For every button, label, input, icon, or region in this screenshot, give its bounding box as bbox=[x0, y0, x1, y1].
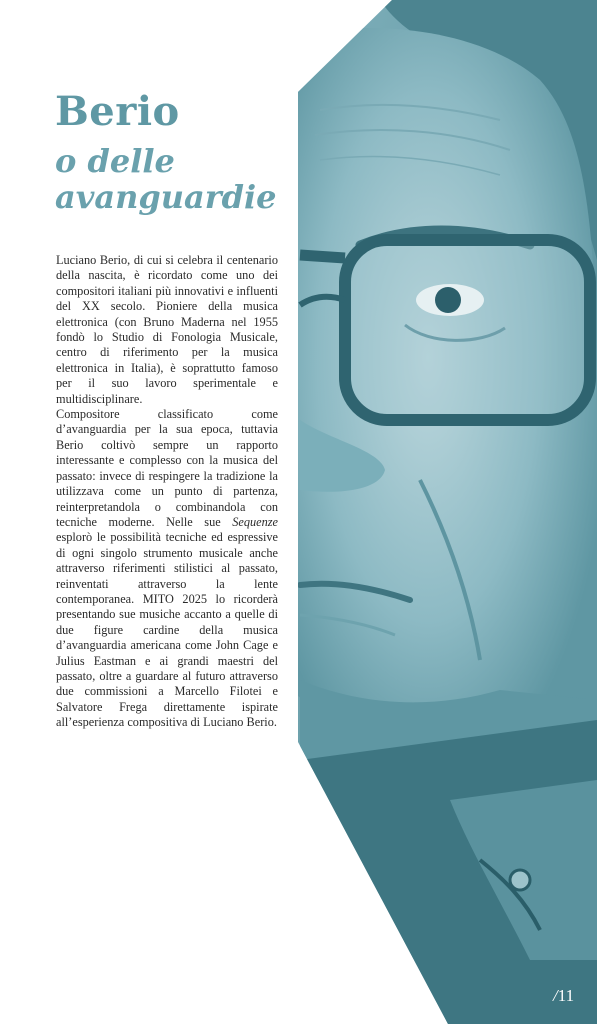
page-title: Berio bbox=[55, 88, 180, 135]
paragraph-2-end: esplorò le possibilità tecniche ed espressive di ogni singolo strumento musicale anche attraverso riferimenti stilistici al passato, reinventati attraverso la lente contemporanea. MITO 2025 lo ricorderà presentando sue musiche accanto a quelle di due figure cardine della musica d’avanguardia americana come John Cage e Julius Eastman e ai grandi maestri del passato, oltre a guardare al futuro attraverso due commissioni a Marcello Filotei e Salvatore Frega direttamente ispirate all’esperienza compositiva di Luciano Berio. bbox=[56, 530, 278, 730]
work-title-sequenze: Sequenze bbox=[232, 514, 278, 529]
page-number-value: 11 bbox=[557, 986, 575, 1005]
page-number-slash: / bbox=[553, 986, 558, 1005]
paragraph-2 bbox=[56, 407, 278, 731]
paragraph-1: Luciano Berio, di cui si celebra il centenario della nascita, è ricordato come uno dei compositori italiani più innovativi e influenti del XX secolo. Pioniere della musica elettronica (con Bruno Maderna nel 1955 fondò lo Studio di Fonologia Musicale, centro di riferimento per la musica elettronica in Italia), è soprattutto famoso per il suo lavoro sperimentale e multidisciplinare. bbox=[56, 253, 278, 406]
article-body bbox=[56, 253, 278, 731]
page-number bbox=[553, 986, 574, 1006]
paragraph-2-start: Compositore classificato come d’avanguardia per la sua epoca, tuttavia Berio coltivò sempre un rapporto interessante e complesso con la musica del passato: invece di respingere la tradizione la utilizzava come un punto di partenza, reinterpretandola o combinandola con tecniche moderne. Nelle sue bbox=[56, 407, 278, 529]
page-subtitle: o delle avanguardie bbox=[55, 142, 277, 216]
